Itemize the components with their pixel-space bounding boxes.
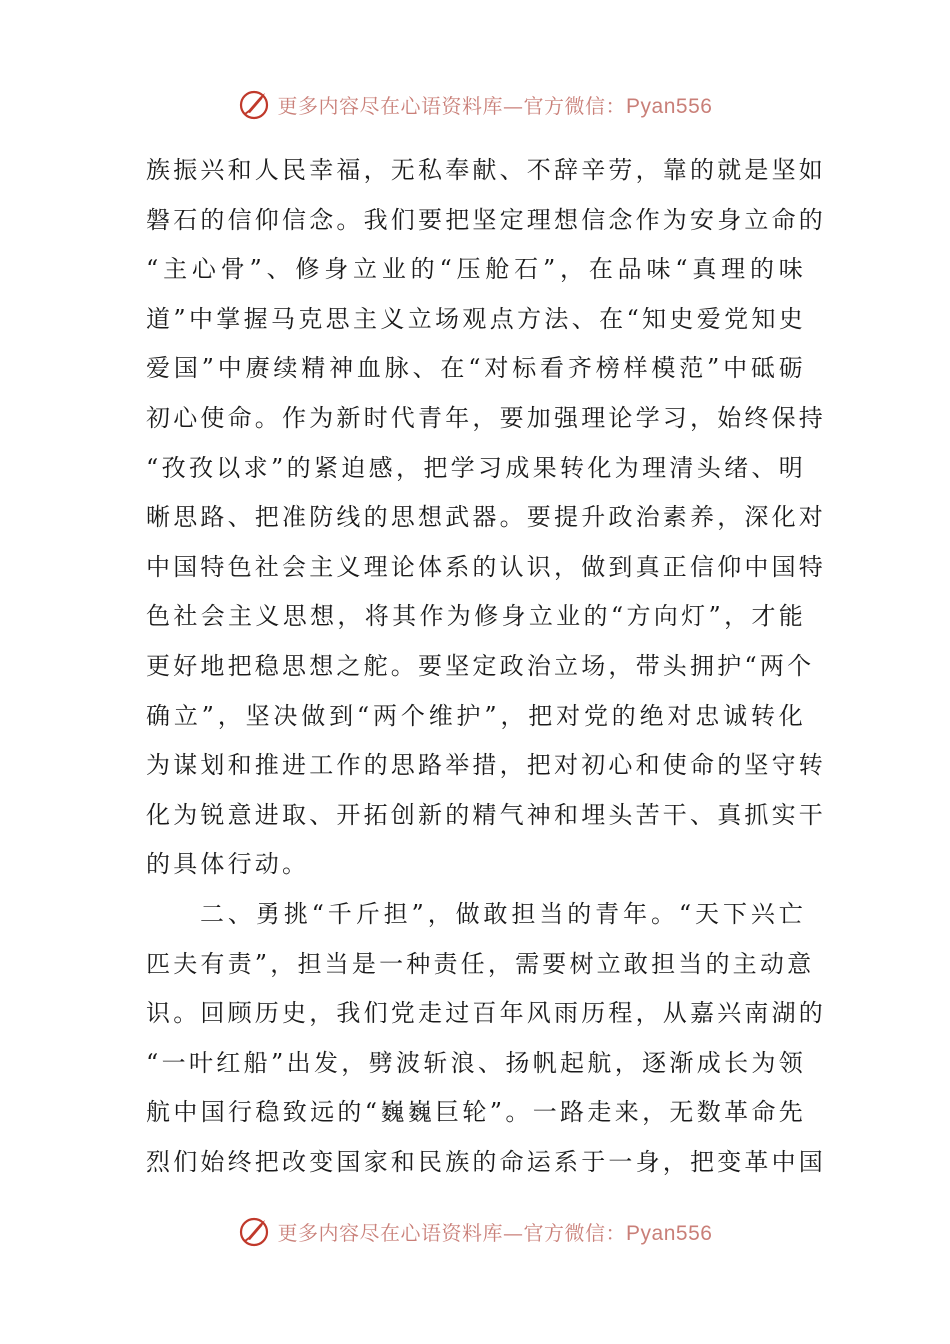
body-line: 识。回顾历史，我们党走过百年风雨历程，从嘉兴南湖的 [146, 999, 826, 1028]
pen-nib-circle-icon [238, 87, 272, 121]
body-line: 烈们始终把改变国家和民族的命运系于一身，把变革中国 [146, 1147, 826, 1176]
body-line: 磐石的信仰信念。我们要把坚定理想信念作为安身立命的 [146, 205, 826, 234]
body-line: 航中国行稳致远的“巍巍巨轮”。一路走来，无数革命先 [146, 1098, 806, 1127]
body-line: “一叶红船”出发，劈波斩浪、扬帆起航，逐渐成长为领 [146, 1048, 806, 1077]
footer-banner-text: 更多内容尽在心语资料库—官方微信：Pyan556 [277, 1220, 713, 1245]
header-banner-text: 更多内容尽在心语资料库—官方微信：Pyan556 [277, 93, 713, 118]
body-line: 初心使命。作为新时代青年，要加强理论学习，始终保持 [146, 403, 826, 432]
body-line: 色社会主义思想，将其作为修身立业的“方向灯”，才能 [146, 602, 806, 631]
body-line: “孜孜以求”的紧迫感，把学习成果转化为理清头绪、明 [146, 453, 806, 482]
body-line: 确立”，坚决做到“两个维护”，把对党的绝对忠诚转化 [146, 701, 806, 730]
document-body [146, 146, 826, 1187]
body-line: 化为锐意进取、开拓创新的精气神和埋头苦干、真抓实干 [146, 800, 826, 829]
pen-nib-circle-icon [238, 1214, 272, 1248]
body-line: 中国特色社会主义理论体系的认识，做到真正信仰中国特 [146, 552, 826, 581]
body-line: 族振兴和人民幸福，无私奉献、不辞辛劳，靠的就是坚如 [146, 156, 826, 184]
body-line: 道”中掌握马克思主义立场观点方法、在“知史爱党知史 [146, 304, 806, 333]
body-line: “主心骨”、修身立业的“压舱石”，在品味“真理的味 [146, 255, 806, 284]
body-line: 爱国”中赓续精神血脉、在“对标看齐榜样模范”中砥砺 [146, 354, 806, 383]
body-line: 更好地把稳思想之舵。要坚定政治立场，带头拥护“两个 [146, 651, 815, 680]
section-heading-line: 二、勇挑“千斤担”，做敢担当的青年。“天下兴亡 [200, 899, 806, 928]
body-line: 的具体行动。 [146, 850, 310, 879]
body-line: 晰思路、把准防线的思想武器。要提升政治素养，深化对 [146, 503, 826, 532]
body-line: 匹夫有责”，担当是一种责任，需要树立敢担当的主动意 [146, 949, 815, 978]
footer-wechat-id: Pyan556 [626, 1221, 713, 1245]
footer-banner [0, 1211, 950, 1251]
body-line: 为谋划和推进工作的思路举措，把对初心和使命的坚守转 [146, 751, 826, 780]
header-wechat-id: Pyan556 [626, 94, 713, 118]
header-banner [0, 84, 950, 124]
